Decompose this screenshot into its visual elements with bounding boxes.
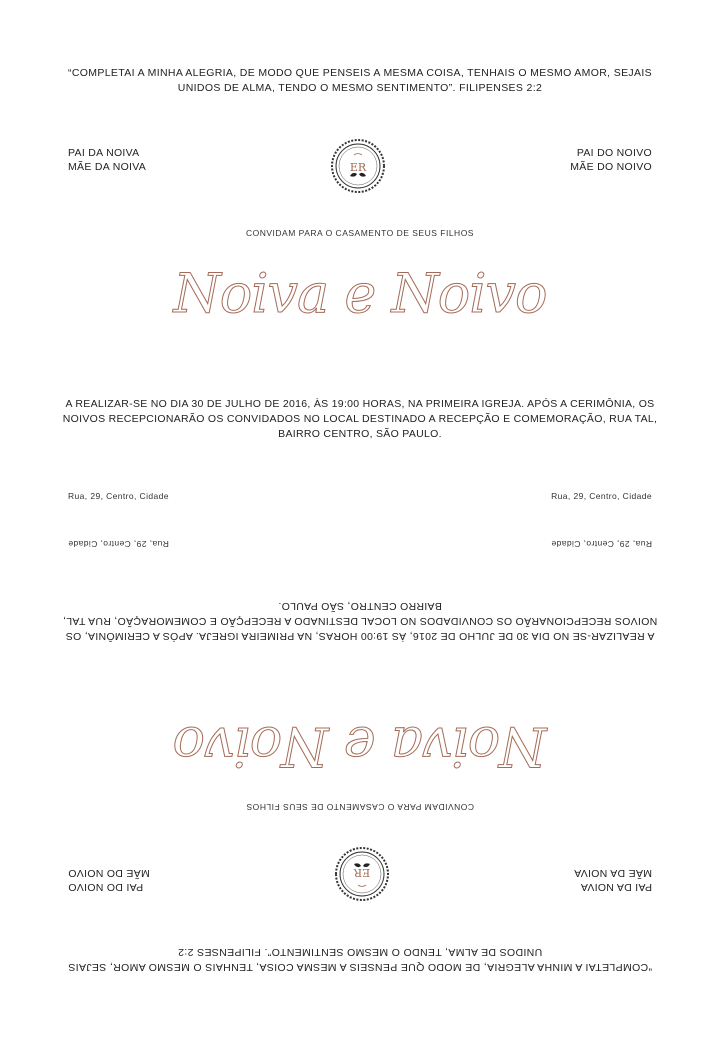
groom-mother: MÃE DO NOIVO bbox=[570, 161, 652, 173]
invite-line: CONVIDAM PARA O CASAMENTO DE SEUS FILHOS bbox=[246, 228, 474, 238]
groom-mother-mirrored: MÃE DO NOIVO bbox=[68, 867, 150, 879]
address-right-mirrored: Rua, 29, Centro, Cidade bbox=[68, 539, 169, 549]
bible-verse: “COMPLETAI A MINHA ALEGRIA, DE MODO QUE PENSEIS A MESMA COISA, TENHAIS O MESMO AMOR, SEJAIS UNIDOS DE ALMA, TENDO O MESMO SENTIMENTO”. FILIPENSES 2:2 bbox=[67, 67, 652, 94]
monogram-emblem bbox=[330, 138, 386, 194]
ceremony-details-mirrored: A REALIZAR-SE NO DIA 30 DE JULHO DE 2016, ÀS 19:00 HORAS, NA PRIMEIRA IGREJA. APÓS A CERIMÔNIA, OS NOIVOS RECEPCIONARÃO OS CONVIDADOS NO LOCAL DESTINADO A RECEPÇÃO E COMEMORAÇÃO, RUA TAL, BAIRRO CENTRO, SÃO PAULO. bbox=[62, 600, 658, 642]
bride-mother-mirrored: MÃE DA NOIVA bbox=[573, 867, 652, 879]
invite-line-mirrored: CONVIDAM PARA O CASAMENTO DE SEUS FILHOS bbox=[246, 802, 474, 812]
invitation-panel-bottom bbox=[0, 520, 720, 1040]
groom-parents bbox=[570, 146, 652, 174]
monogram-emblem-mirrored bbox=[334, 846, 390, 902]
monogram-initials-mirrored: ER bbox=[353, 866, 371, 879]
bride-mother: MÃE DA NOIVA bbox=[68, 161, 147, 173]
ceremony-details: A REALIZAR-SE NO DIA 30 DE JULHO DE 2016, ÀS 19:00 HORAS, NA PRIMEIRA IGREJA. APÓS A CERIMÔNIA, OS NOIVOS RECEPCIONARÃO OS CONVIDADOS NO LOCAL DESTINADO A RECEPÇÃO E COMEMORAÇÃO, RUA TAL, BAIRRO CENTRO, SÃO PAULO. bbox=[62, 398, 658, 440]
address-right: Rua, 29, Centro, Cidade bbox=[551, 491, 652, 501]
bride-father-mirrored: PAI DA NOIVA bbox=[580, 881, 652, 893]
couple-names: Noiva e Noivo bbox=[173, 262, 547, 325]
groom-father-mirrored: PAI DO NOIVO bbox=[68, 881, 144, 893]
groom-parents-mirrored bbox=[68, 866, 150, 894]
bride-parents bbox=[68, 146, 146, 174]
address-left-mirrored: Rua, 29, Centro, Cidade bbox=[551, 539, 652, 549]
couple-names-mirrored: Noiva e Noivo bbox=[173, 715, 547, 778]
groom-father: PAI DO NOIVO bbox=[576, 147, 652, 159]
bride-parents-mirrored bbox=[574, 866, 652, 894]
address-left: Rua, 29, Centro, Cidade bbox=[68, 491, 169, 501]
monogram-initials: ER bbox=[349, 161, 367, 174]
bible-verse-mirrored: “COMPLETAI A MINHA ALEGRIA, DE MODO QUE PENSEIS A MESMA COISA, TENHAIS O MESMO AMOR, SEJAIS UNIDOS DE ALMA, TENDO O MESMO SENTIMENTO”. FILIPENSES 2:2 bbox=[68, 946, 653, 973]
bride-father: PAI DA NOIVA bbox=[68, 147, 140, 159]
